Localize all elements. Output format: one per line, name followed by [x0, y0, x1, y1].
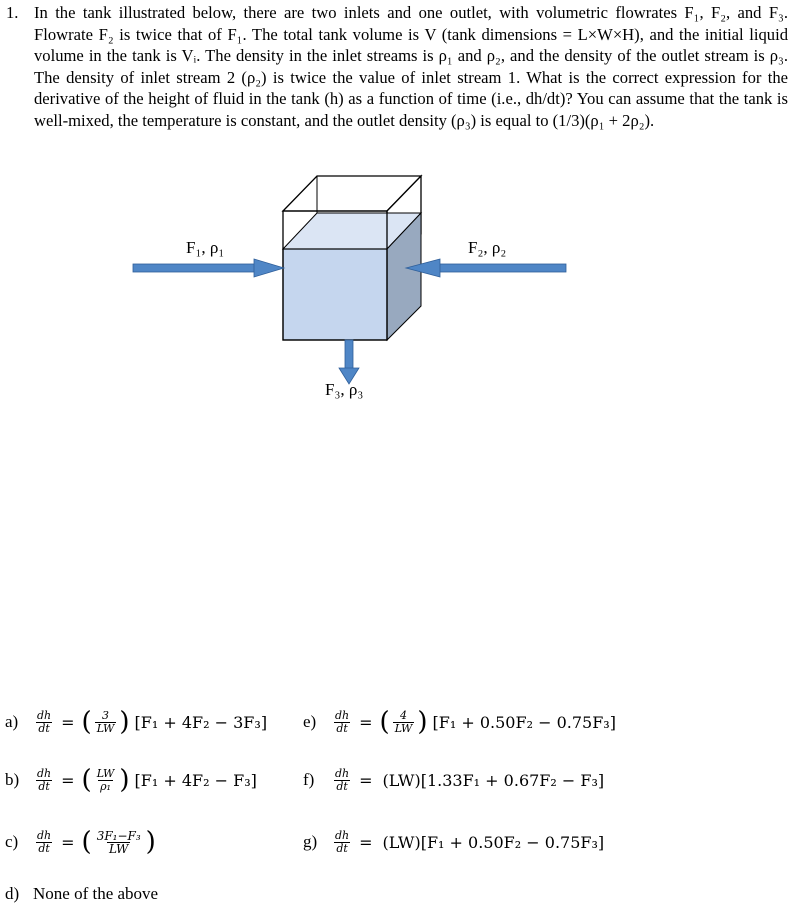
option-letter: g) [303, 832, 318, 851]
inlet2-arrow [406, 259, 566, 277]
option-letter: d) [5, 884, 20, 903]
option-letter: f) [303, 770, 315, 789]
derivative-fraction: $\frac{dh}{dt}$ [335, 828, 350, 855]
derivative-fraction: $\frac{dh}{dt}$ [335, 708, 350, 735]
liquid-front [283, 249, 387, 340]
option-f[interactable]: f) $\frac{dh}{dt}$ = (LW)[1.33F₁ + 0.67F₂ − F₃] [303, 766, 605, 793]
option-b[interactable]: b) $\frac{dh}{dt}$ = ( $\frac{LW}{\text{ρ₁}}$ ) [F₁ + 4F₂ − F₃] [5, 765, 257, 795]
question-text: In the tank illustrated below, there are two inlets and one outlet, with volumetric flowrates F₁, F₂, and F₃. Flowrate F₂ is twice that of F₁. The total tank volume is V (tank dimensions = L×W×H), and the initial liquid volume in the tank is Vᵢ. The density in the inlet streams is ρ₁ and ρ₂, and the density of the outlet stream is ρ₃. The density of inlet stream 2 (ρ₂) is twice the value of inlet stream 1. What is the correct expression for the derivative of the height of fluid in the tank (h) as a function of time (i.e., dh/dt)? You can assume that the tank is well-mixed, the temperature is constant, and the outlet density (ρ₃) is equal to (1/3)(ρ₁ + 2ρ₂). [34, 3, 788, 130]
derivative-fraction: $\frac{dh}{dt}$ [37, 828, 52, 855]
tank-figure [0, 170, 793, 410]
derivative-fraction: $\frac{dh}{dt}$ [335, 766, 350, 793]
question-number: 1. [6, 3, 19, 22]
derivative-fraction: $\frac{dh}{dt}$ [37, 766, 52, 793]
inlet1-arrow [133, 259, 284, 277]
option-expression: [F₁ + 4F₂ − F₃] [134, 770, 257, 790]
option-letter: e) [303, 712, 317, 731]
outlet-label: F₃, ρ₃ [325, 380, 364, 399]
tank-diagram [0, 170, 793, 410]
option-letter: c) [5, 832, 19, 851]
outlet-arrow [339, 340, 359, 384]
derivative-fraction: $\frac{dh}{dt}$ [37, 708, 52, 735]
option-a[interactable]: a) $\frac{dh}{dt}$ = ( $\frac{3}{LW}$ ) [F₁ + 4F₂ − 3F₃] [5, 707, 268, 737]
option-text: None of the above [33, 884, 159, 903]
option-letter: b) [5, 770, 20, 789]
coefficient-fraction: $\frac{3}{LW}$ [96, 708, 115, 735]
option-d[interactable] [5, 874, 158, 914]
option-expression: [F₁ + 4F₂ − 3F₃] [134, 712, 268, 732]
inlet2-label: F₂, ρ₂ [468, 238, 507, 257]
option-c[interactable]: c) $\frac{dh}{dt}$ = ( $\frac{\text{3F₁−F₃}}{LW}$ ) [5, 827, 156, 857]
option-letter: a) [5, 712, 19, 731]
inlet1-label: F₁, ρ₁ [186, 238, 225, 257]
coefficient-fraction: $\frac{LW}{\text{ρ₁}}$ [96, 766, 115, 793]
option-e[interactable]: e) $\frac{dh}{dt}$ = ( $\frac{4}{LW}$ ) [F₁ + 0.50F₂ − 0.75F₃] [303, 707, 616, 737]
option-expression: (LW)[1.33F₁ + 0.67F₂ − F₃] [382, 770, 605, 790]
coefficient-fraction: $\frac{\text{3F₁−F₃}}{LW}$ [96, 828, 141, 856]
coefficient-fraction: $\frac{4}{LW}$ [394, 708, 413, 735]
option-expression: (LW)[F₁ + 0.50F₂ − 0.75F₃] [382, 832, 605, 852]
question-block [6, 2, 788, 132]
option-g[interactable]: g) $\frac{dh}{dt}$ = (LW)[F₁ + 0.50F₂ − 0.75F₃] [303, 828, 605, 855]
option-expression: [F₁ + 0.50F₂ − 0.75F₃] [432, 712, 616, 732]
